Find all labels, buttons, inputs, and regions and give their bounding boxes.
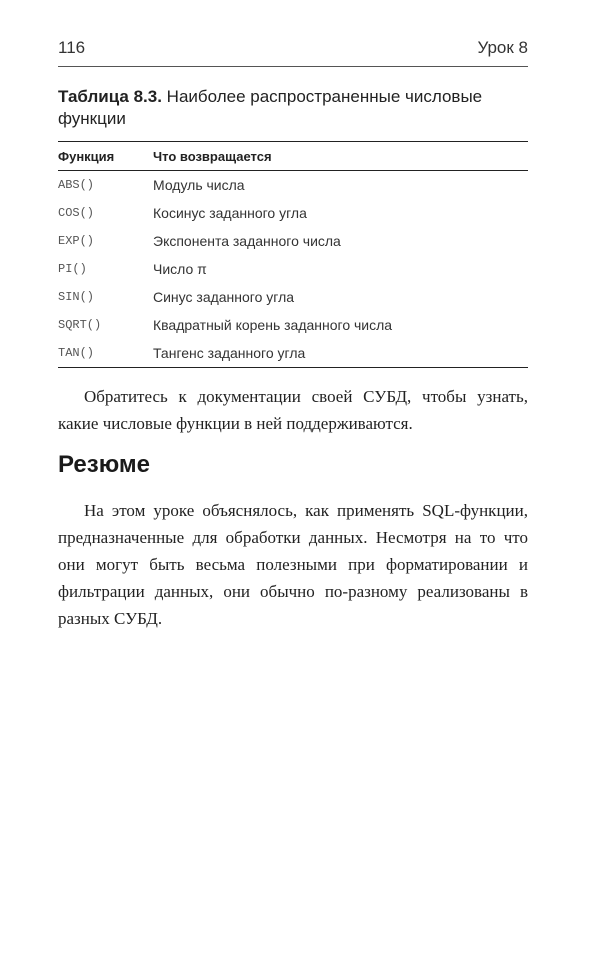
page-number: 116 (58, 38, 86, 57)
function-name: PI() (58, 262, 87, 276)
table-row (58, 255, 528, 283)
column-header-returns: Что возвращается (153, 142, 528, 171)
table-row (58, 199, 528, 227)
docs-paragraph (58, 383, 528, 437)
function-name: COS() (58, 206, 95, 220)
chapter-label: Урок 8 (477, 38, 528, 57)
summary-paragraph-text: На этом уроке объяснялось, как применять SQL-функции, предназначенные для обработки данных. Несмотря на то что они могут быть весьма полезными при форматировании и фильтрации данных, они обычно по-разному реализованы в разных СУБД. (58, 501, 528, 628)
function-description: Квадратный корень заданного числа (153, 317, 393, 333)
table-row (58, 339, 528, 368)
table-row (58, 283, 528, 311)
function-description: Число π (153, 261, 207, 277)
header-divider (58, 66, 528, 67)
table-caption (58, 86, 518, 130)
table-header-row (58, 142, 528, 171)
table-row (58, 227, 528, 255)
column-header-function: Функция (58, 142, 153, 171)
page-header (58, 38, 528, 64)
table-caption-text: Наиболее распространенные числовые функции (58, 87, 483, 128)
function-name: TAN() (58, 346, 95, 360)
function-name: SIN() (58, 290, 95, 304)
docs-paragraph-text: Обратитесь к документации своей СУБД, чтобы узнать, какие числовые функции в ней поддерживаются. (58, 387, 528, 433)
numeric-functions-table (58, 141, 528, 368)
summary-paragraph (58, 497, 528, 632)
function-description: Модуль числа (153, 177, 245, 193)
table-row (58, 311, 528, 339)
function-name: ABS() (58, 178, 95, 192)
function-name: SQRT() (58, 318, 102, 332)
function-description: Экспонента заданного числа (153, 233, 341, 249)
function-description: Синус заданного угла (153, 289, 295, 305)
function-name: EXP() (58, 234, 95, 248)
table-row (58, 171, 528, 200)
table-caption-label: Таблица 8.3. (58, 87, 162, 106)
section-heading-summary: Резюме (58, 451, 150, 478)
function-description: Тангенс заданного угла (153, 345, 306, 361)
function-description: Косинус заданного угла (153, 205, 307, 221)
